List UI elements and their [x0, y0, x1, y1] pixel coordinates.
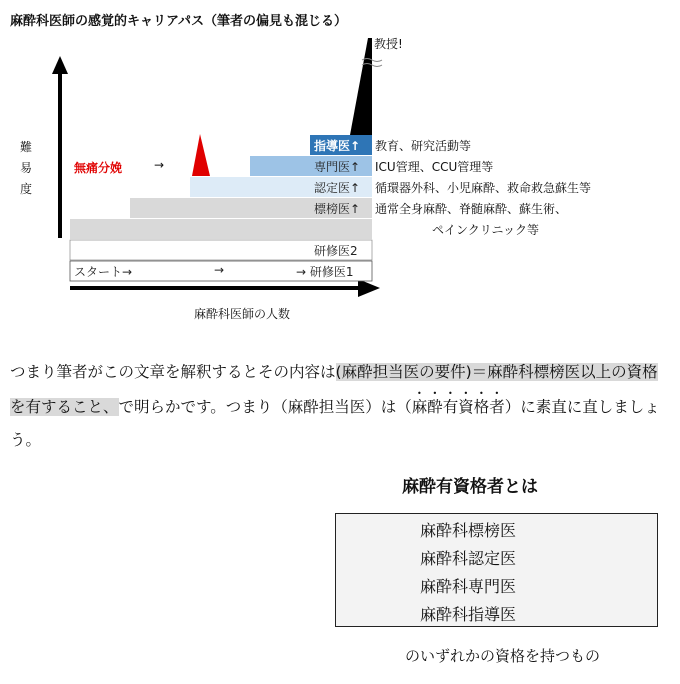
level-desc-hyobo-cont: ペインクリニック等: [432, 223, 540, 237]
level-label-shido: 指導医↑: [314, 139, 361, 153]
x-axis-arrowhead: [358, 279, 380, 297]
start-mid-arrow: →: [214, 263, 225, 277]
qualification-item: 麻酔科専門医: [420, 577, 517, 596]
y-axis-char-1: 難: [19, 140, 32, 154]
level-desc-shido: 教育、研究活動等: [375, 139, 472, 153]
qualification-item: 麻酔科認定医: [420, 549, 517, 568]
level-desc-hyobo: 通常全身麻酔、脊髄麻酔、蘇生術、: [375, 202, 568, 216]
y-axis-arrowhead: [52, 56, 68, 74]
qualification-item: 麻酔科指導医: [420, 605, 517, 624]
highlight-1: (麻酔担当医の要件)＝麻酔科標榜医以上の: [335, 363, 627, 381]
qualification-item: 麻酔科標榜医: [420, 521, 517, 540]
level-desc-nintei: 循環器外科、小児麻酔、救命救急蘇生等: [375, 181, 592, 195]
emphasized-term: 麻酔有資格者: [411, 398, 505, 416]
level-label-hyobo: 標榜医↑: [314, 202, 361, 216]
qualified-heading: 麻酔有資格者とは: [402, 477, 538, 497]
level-desc-senmon: ICU管理、CCU管理等: [375, 160, 494, 174]
diagram-title: 麻酔科医師の感覚的キャリアパス（筆者の偏見も混じる）: [10, 14, 347, 29]
painless-label: 無痛分娩: [74, 161, 123, 175]
paragraph-text-2: で明らかです。つまり（麻酔担当医）は（: [118, 398, 412, 416]
body-paragraph: [10, 356, 666, 457]
qualified-footer: のいずれかの資格を持つもの: [405, 647, 601, 665]
professor-label: 教授!: [374, 37, 403, 51]
professor-spike: [350, 38, 372, 135]
highlight-2: 資格を有すること、: [10, 363, 658, 416]
painless-arrow: →: [154, 158, 165, 172]
y-axis-char-2: 易: [19, 161, 32, 175]
x-axis-label: 麻酔科医師の人数: [194, 307, 291, 321]
start-label: スタート→: [74, 265, 133, 279]
qualification-list: [335, 513, 658, 627]
resident1-label: → 研修医1: [296, 265, 354, 279]
resident2-label: 研修医2: [314, 244, 358, 258]
level-label-nintei: 認定医↑: [314, 181, 361, 195]
paragraph-text-3: ）に素直に直しましょう。: [10, 398, 660, 449]
level-label-senmon: 専門医↑: [314, 160, 361, 174]
paragraph-text-1: つまり筆者がこの文章を解釈するとその内容は: [10, 363, 336, 381]
painless-spike: [192, 134, 210, 176]
step-base: [70, 219, 372, 239]
y-axis-char-3: 度: [19, 182, 32, 196]
